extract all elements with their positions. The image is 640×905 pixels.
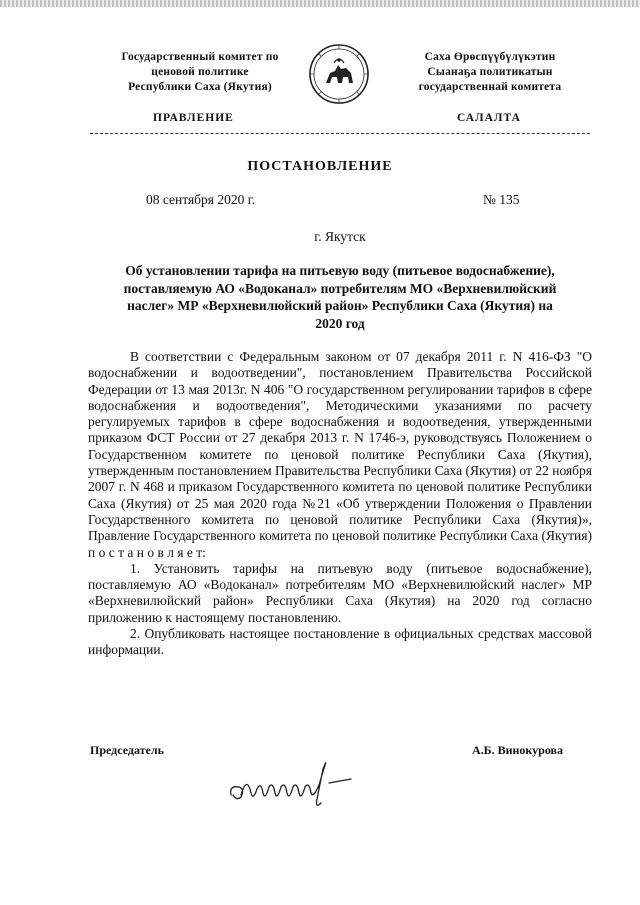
document-city: г. Якутск bbox=[314, 229, 366, 244]
document-number: № 135 bbox=[483, 192, 520, 207]
document-body bbox=[88, 349, 592, 659]
handwritten-signature bbox=[225, 755, 370, 815]
board-label-ru: ПРАВЛЕНИЕ bbox=[153, 112, 234, 124]
header-left-block bbox=[95, 50, 305, 95]
body-paragraph-item-2: 2. Опубликовать настоящее постановление в официальных средствах массовой информации. bbox=[88, 626, 592, 658]
coat-of-arms-emblem-icon bbox=[308, 43, 370, 105]
header-left-line: ценовой политике bbox=[151, 66, 249, 78]
subject-line: 2020 год bbox=[315, 315, 365, 331]
header-left-line: Государственный комитет по bbox=[121, 51, 279, 63]
subject-line: поставляемую АО «Водоканал» потребителям МО «Верхневилюйский bbox=[123, 280, 557, 296]
board-label-sakha: САЛАЛТА bbox=[457, 112, 521, 124]
header-divider bbox=[90, 133, 590, 134]
document-date: 08 сентября 2020 г. bbox=[146, 192, 256, 207]
subject-line: Об установлении тарифа на питьевую воду (питьевое водоснабжение), bbox=[125, 263, 555, 278]
header-right-block bbox=[385, 50, 595, 95]
header-left-line: Республики Саха (Якутия) bbox=[128, 81, 272, 93]
document-subject bbox=[88, 262, 592, 332]
subject-line: наслег» МР «Верхневилюйский район» Республики Саха (Якутия) на bbox=[127, 298, 553, 313]
body-paragraph-preamble: В соответствии с Федеральным законом от 07 декабря 2011 г. N 416-ФЗ "О водоснабжении и водоотведении", постановлением Правительства Российской Федерации от 13 мая 2013г. N 406 "О государственном регулировании тарифов в сфере водоснабжения и водоотведения", Методическими указаниями по расчету регулируемых тарифов в сфере водоснабжения и водоотведения, утвержденными приказом ФСТ России от 27 декабря 2013 г. N 1746-э, руководствуясь Положением о Государственном комитете по ценовой политике Республики Саха (Якутия), утвержденным постановлением Правительства Республики Саха (Якутия) от 22 ноября 2007 г. N 468 и приказом Государственного комитета по ценовой политике Республики Саха (Якутия) от 25 мая 2020 года №21 «Об утверждении Положения о Правлении Государственного комитета по ценовой политике Республики Саха (Якутия)», Правление Государственного комитета по ценовой политике Республики Саха (Якутия) п о с т а н о в л я е т: bbox=[88, 349, 592, 560]
signatory-name: А.Б. Винокурова bbox=[472, 743, 564, 757]
header-right-line: Сыанаҕа политикатын bbox=[427, 66, 553, 78]
header-right-line: Саха Өрөспүүбүлүкэтин bbox=[424, 51, 556, 63]
header-right-line: государственнай комитета bbox=[418, 81, 562, 93]
document-title: ПОСТАНОВЛЕНИЕ bbox=[247, 159, 393, 174]
scan-edge bbox=[0, 0, 640, 7]
signatory-role: Председатель bbox=[90, 743, 164, 757]
body-paragraph-item-1: 1. Установить тарифы на питьевую воду (питьевое водоснабжение), поставляемую АО «Водоканал» потребителям МО «Верхневилюйский наслег» МР «Верхневилюйский район» Республики Саха (Якутия) на 2020 год согласно приложению к настоящему постановлению. bbox=[88, 560, 592, 625]
